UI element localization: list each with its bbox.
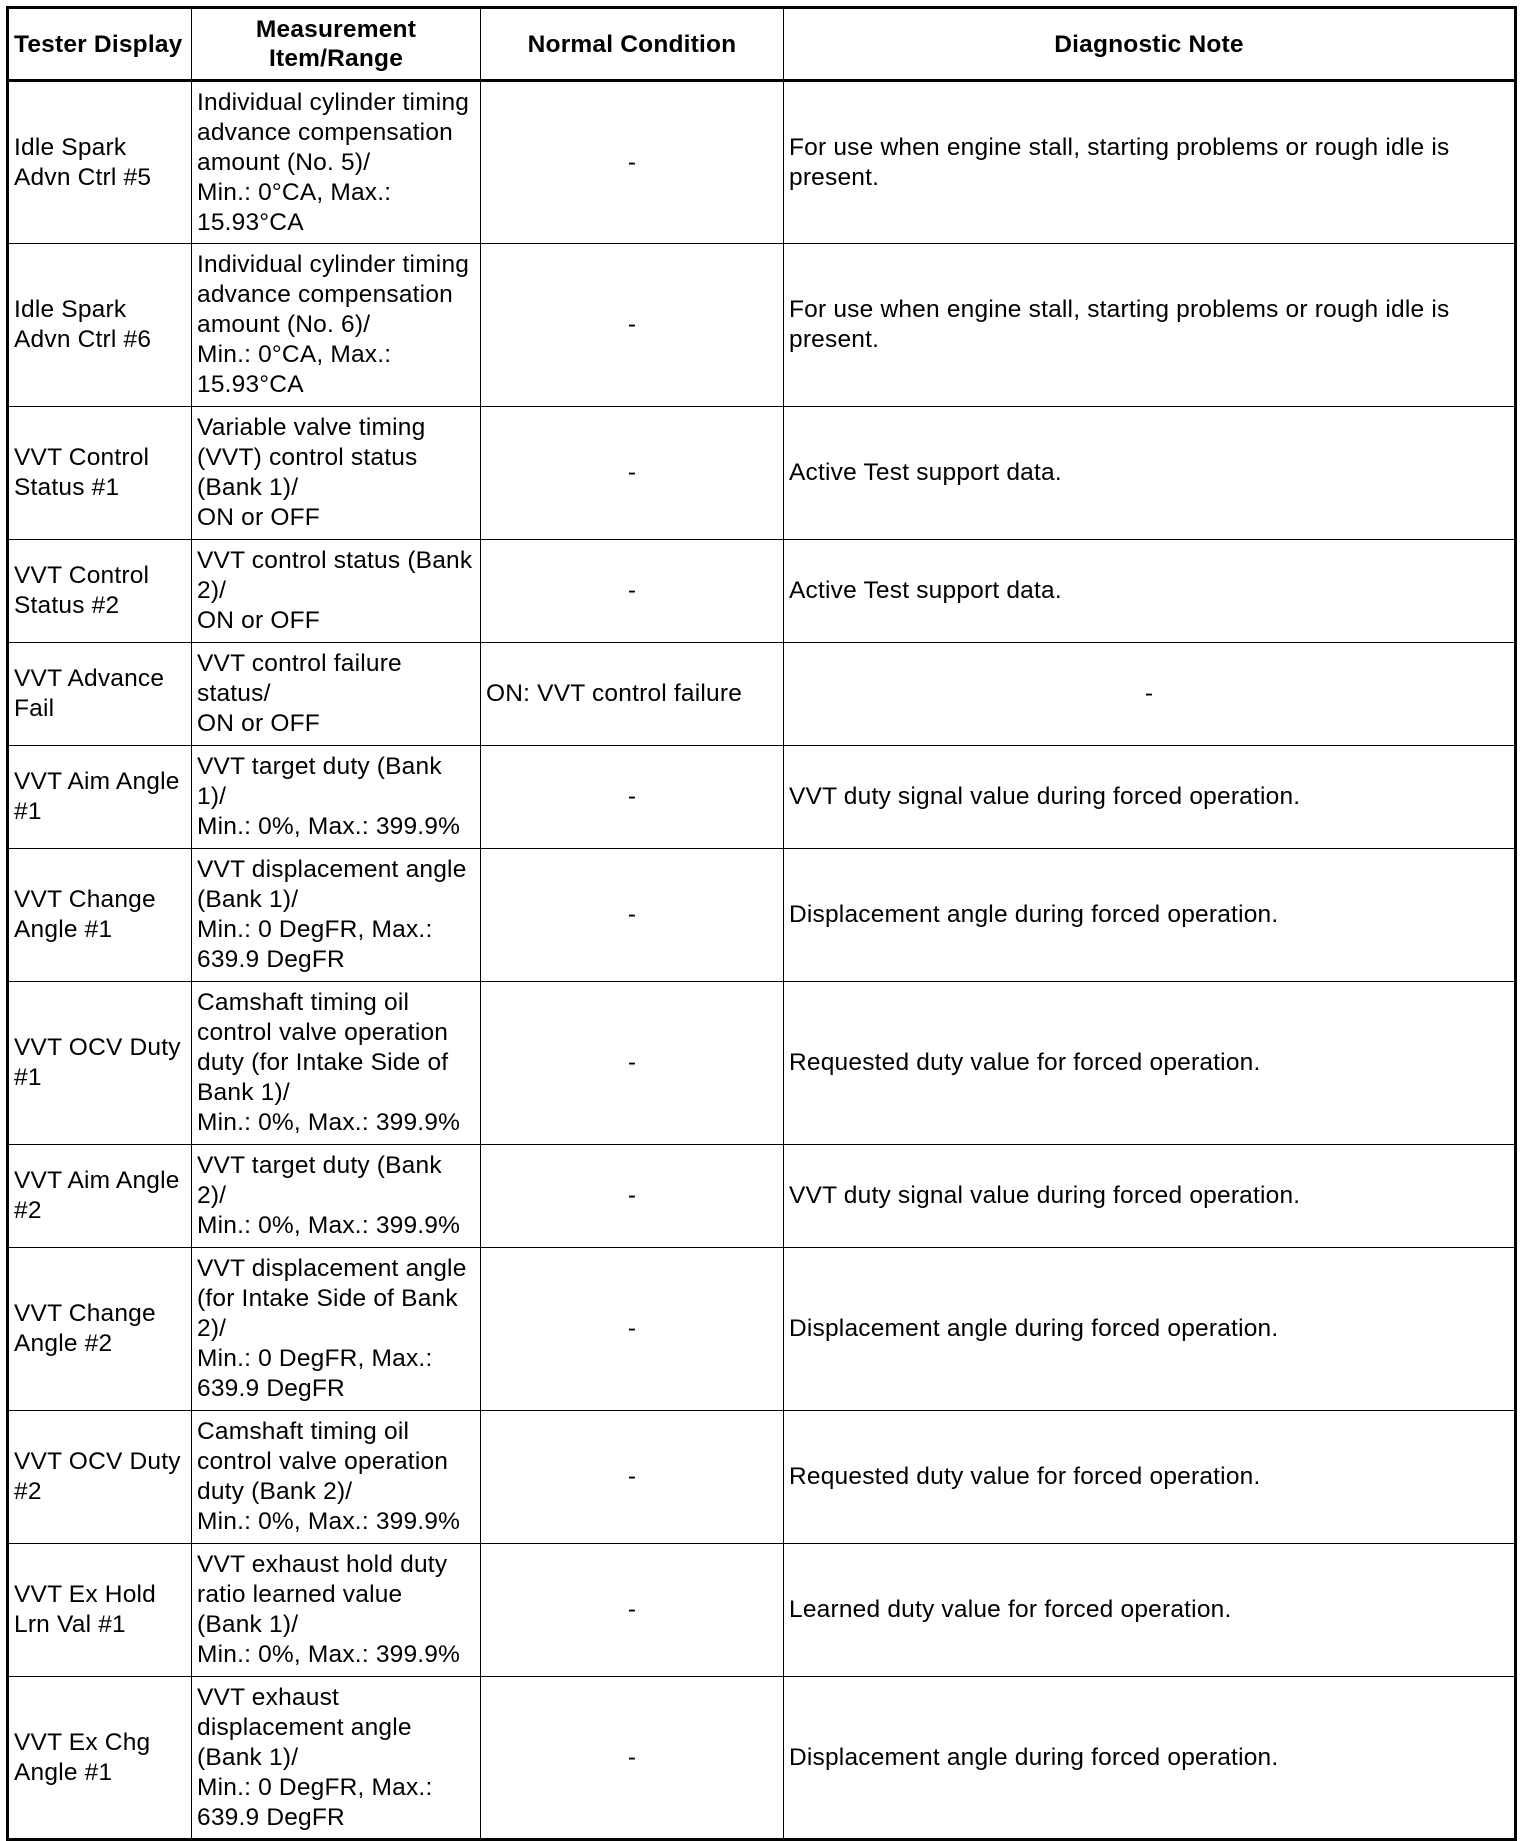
cell-diagnostic-note: Displacement angle during forced operation.	[784, 1248, 1516, 1411]
cell-normal-condition: -	[481, 982, 784, 1145]
cell-measurement: VVT target duty (Bank 2)/ Min.: 0%, Max.: 399.9%	[192, 1145, 481, 1248]
header-diagnostic-note: Diagnostic Note	[784, 8, 1516, 81]
cell-tester-display: VVT Advance Fail	[8, 643, 192, 746]
cell-tester-display: Idle Spark Advn Ctrl #5	[8, 81, 192, 244]
cell-measurement: VVT control failure status/ ON or OFF	[192, 643, 481, 746]
cell-normal-condition: -	[481, 1544, 784, 1677]
table-row	[8, 244, 1516, 407]
cell-normal-condition: -	[481, 1145, 784, 1248]
cell-measurement: Camshaft timing oil control valve operation duty (for Intake Side of Bank 1)/ Min.: 0%, Max.: 399.9%	[192, 982, 481, 1145]
cell-diagnostic-note: Learned duty value for forced operation.	[784, 1544, 1516, 1677]
table-row	[8, 746, 1516, 849]
cell-normal-condition: -	[481, 849, 784, 982]
cell-normal-condition: -	[481, 407, 784, 540]
cell-measurement: Variable valve timing (VVT) control status (Bank 1)/ ON or OFF	[192, 407, 481, 540]
cell-measurement: VVT displacement angle (Bank 1)/ Min.: 0 DegFR, Max.: 639.9 DegFR	[192, 849, 481, 982]
cell-diagnostic-note: Requested duty value for forced operation.	[784, 1411, 1516, 1544]
cell-tester-display: VVT Change Angle #1	[8, 849, 192, 982]
cell-tester-display: VVT Ex Chg Angle #1	[8, 1677, 192, 1840]
table-header	[8, 8, 1516, 81]
table-row	[8, 81, 1516, 244]
cell-measurement: VVT exhaust hold duty ratio learned value (Bank 1)/ Min.: 0%, Max.: 399.9%	[192, 1544, 481, 1677]
header-row	[8, 8, 1516, 81]
cell-normal-condition: -	[481, 746, 784, 849]
header-measurement: Measurement Item/Range	[192, 8, 481, 81]
cell-normal-condition: -	[481, 1411, 784, 1544]
cell-tester-display: Idle Spark Advn Ctrl #6	[8, 244, 192, 407]
table-row	[8, 1411, 1516, 1544]
cell-measurement: VVT exhaust displacement angle (Bank 1)/ Min.: 0 DegFR, Max.: 639.9 DegFR	[192, 1677, 481, 1840]
table-body	[8, 81, 1516, 1840]
cell-diagnostic-note: Active Test support data.	[784, 407, 1516, 540]
cell-measurement: VVT target duty (Bank 1)/ Min.: 0%, Max.: 399.9%	[192, 746, 481, 849]
cell-tester-display: VVT Aim Angle #2	[8, 1145, 192, 1248]
cell-diagnostic-note: Displacement angle during forced operation.	[784, 1677, 1516, 1840]
cell-tester-display: VVT Aim Angle #1	[8, 746, 192, 849]
table-row	[8, 849, 1516, 982]
cell-diagnostic-note: VVT duty signal value during forced operation.	[784, 746, 1516, 849]
table-row	[8, 1145, 1516, 1248]
cell-diagnostic-note: Displacement angle during forced operation.	[784, 849, 1516, 982]
cell-normal-condition: ON: VVT control failure	[481, 643, 784, 746]
cell-diagnostic-note: For use when engine stall, starting problems or rough idle is present.	[784, 81, 1516, 244]
cell-diagnostic-note: VVT duty signal value during forced operation.	[784, 1145, 1516, 1248]
diagnostic-data-table	[6, 6, 1517, 1841]
cell-tester-display: VVT Change Angle #2	[8, 1248, 192, 1411]
cell-diagnostic-note: Active Test support data.	[784, 540, 1516, 643]
cell-normal-condition: -	[481, 540, 784, 643]
cell-normal-condition: -	[481, 1677, 784, 1840]
cell-measurement: Individual cylinder timing advance compensation amount (No. 5)/ Min.: 0°CA, Max.: 15.93°CA	[192, 81, 481, 244]
table-row	[8, 1544, 1516, 1677]
cell-normal-condition: -	[481, 244, 784, 407]
table-row	[8, 1248, 1516, 1411]
cell-tester-display: VVT Ex Hold Lrn Val #1	[8, 1544, 192, 1677]
cell-tester-display: VVT OCV Duty #2	[8, 1411, 192, 1544]
cell-measurement: VVT control status (Bank 2)/ ON or OFF	[192, 540, 481, 643]
cell-measurement: Camshaft timing oil control valve operation duty (Bank 2)/ Min.: 0%, Max.: 399.9%	[192, 1411, 481, 1544]
header-normal-condition: Normal Condition	[481, 8, 784, 81]
table-row	[8, 982, 1516, 1145]
table-row	[8, 1677, 1516, 1840]
cell-tester-display: VVT OCV Duty #1	[8, 982, 192, 1145]
table-row	[8, 643, 1516, 746]
cell-normal-condition: -	[481, 1248, 784, 1411]
table-row	[8, 540, 1516, 643]
header-tester-display: Tester Display	[8, 8, 192, 81]
cell-diagnostic-note: For use when engine stall, starting problems or rough idle is present.	[784, 244, 1516, 407]
table-row	[8, 407, 1516, 540]
cell-diagnostic-note: Requested duty value for forced operation.	[784, 982, 1516, 1145]
cell-normal-condition: -	[481, 81, 784, 244]
cell-tester-display: VVT Control Status #2	[8, 540, 192, 643]
cell-tester-display: VVT Control Status #1	[8, 407, 192, 540]
cell-measurement: Individual cylinder timing advance compensation amount (No. 6)/ Min.: 0°CA, Max.: 15.93°CA	[192, 244, 481, 407]
cell-diagnostic-note: -	[784, 643, 1516, 746]
cell-measurement: VVT displacement angle (for Intake Side of Bank 2)/ Min.: 0 DegFR, Max.: 639.9 DegFR	[192, 1248, 481, 1411]
